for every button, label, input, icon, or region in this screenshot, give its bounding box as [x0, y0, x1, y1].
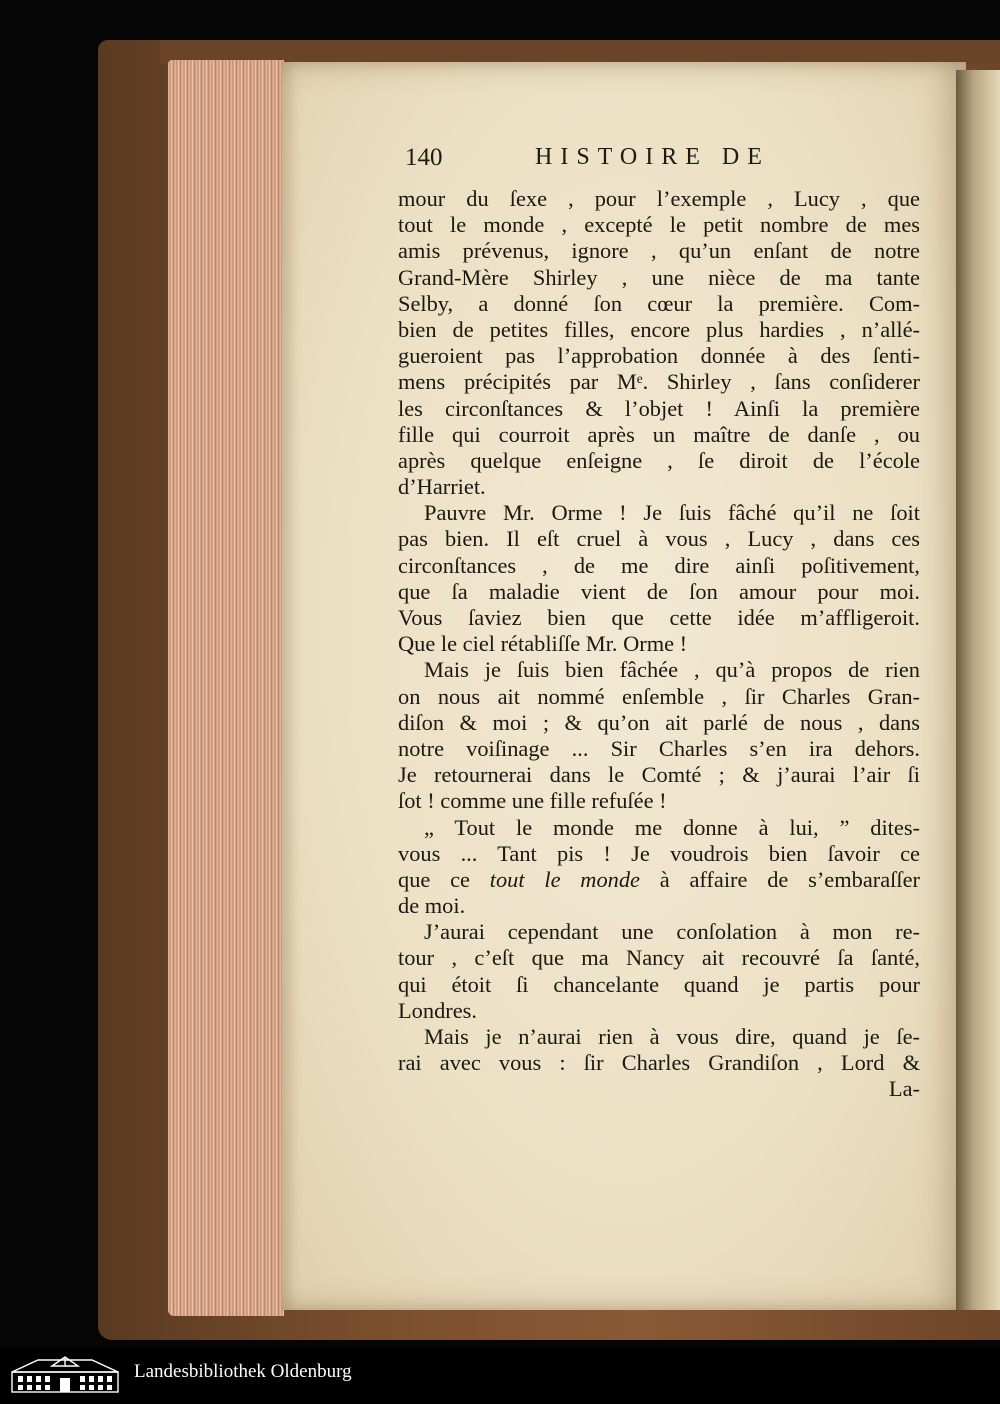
text-line: que ce tout le monde à affaire de s’embaraſſer — [398, 866, 920, 892]
text-line: Vous ſaviez bien que cette idée m’affligeroit. — [398, 605, 920, 630]
footer-bar — [0, 1348, 1000, 1404]
text-line: fille qui courroit après un maître de danſe , ou — [398, 421, 920, 447]
text-line: tour , c’eſt que ma Nancy ait recouvré ſa ſanté, — [398, 945, 920, 971]
text-line: amis prévenus, ignore , qu’un enſant de notre — [398, 238, 920, 264]
text-line: rai avec vous : ſir Charles Grandiſon , Lord & — [398, 1050, 920, 1076]
running-head: HISTOIRE DE — [535, 144, 770, 170]
text-line: mour du ſexe , pour l’exemple , Lucy , que — [398, 186, 920, 211]
text-line: La- — [888, 1076, 920, 1102]
text-line: „ Tout le monde me donne à lui, ” dites- — [424, 814, 920, 840]
book-cover-top-edge — [160, 40, 1000, 64]
text-line: on nous ait nommé enſemble , ſir Charles Gran- — [398, 683, 920, 709]
text-line: circonſtances , de me dire ainſi poſitivement, — [398, 552, 920, 578]
facing-page-gutter — [956, 70, 1000, 1310]
text-line: les circonſtances & l’objet ! Ainſi la première — [398, 395, 920, 421]
library-name: Landesbibliothek Oldenburg — [134, 1361, 352, 1382]
text-line: gueroient pas l’approbation donnée à des ſenti- — [398, 343, 920, 369]
text-line: que ſa maladie vient de ſon amour pour moi. — [398, 578, 920, 604]
text-line: Selby, a donné ſon cœur la première. Com- — [398, 290, 920, 316]
text-line: Grand-Mère Shirley , une nièce de ma tante — [398, 264, 920, 290]
text-line: Londres. — [398, 997, 477, 1023]
text-line: J’aurai cependant une conſolation à mon re- — [424, 919, 920, 945]
text-line: pas bien. Il eſt cruel à vous , Lucy , dans ces — [398, 526, 920, 552]
text-line: diſon & moi ; & qu’on ait parlé de nous , dans — [398, 709, 920, 735]
text-line: Que le ciel rétabliſſe Mr. Orme ! — [398, 631, 688, 657]
text-line: ſot ! comme une fille refuſée ! — [398, 788, 667, 814]
text-line: tout le monde , excepté le petit nombre de mes — [398, 212, 920, 238]
page-header — [405, 144, 925, 176]
text-line: bien de petites filles, encore plus hardies , n’allé- — [398, 316, 920, 342]
text-line: qui étoit ſi chancelante quand je partis pour — [398, 971, 920, 997]
text-line: Mais je ſuis bien fâchée , qu’à propos de rien — [424, 657, 920, 683]
page-fore-edge — [168, 60, 284, 1316]
text-line: de moi. — [398, 893, 466, 919]
text-line: Mais je n’aurai rien à vous dire, quand je ſe- — [424, 1024, 920, 1049]
text-line: après quelque enſeigne , ſe diroit de l’école — [398, 447, 920, 473]
italic-text: tout le monde — [489, 866, 640, 892]
text-line: vous ... Tant pis ! Je voudrois bien ſavoir ce — [398, 840, 920, 866]
text-line: Je retournerai dans le Comté ; & j’aurai l’air ſi — [398, 762, 920, 788]
page-text-block — [398, 186, 920, 1103]
page-number: 140 — [405, 144, 443, 171]
library-building-logo-icon — [8, 1356, 122, 1394]
text-line: notre voiſinage ... Sir Charles s’en ira dehors. — [398, 735, 920, 761]
text-line: d’Harriet. — [398, 474, 486, 500]
text-line: mens précipités par Mᵉ. Shirley , ſans conſiderer — [398, 369, 920, 395]
text-line: Pauvre Mr. Orme ! Je ſuis fâché qu’il ne ſoit — [424, 500, 920, 526]
